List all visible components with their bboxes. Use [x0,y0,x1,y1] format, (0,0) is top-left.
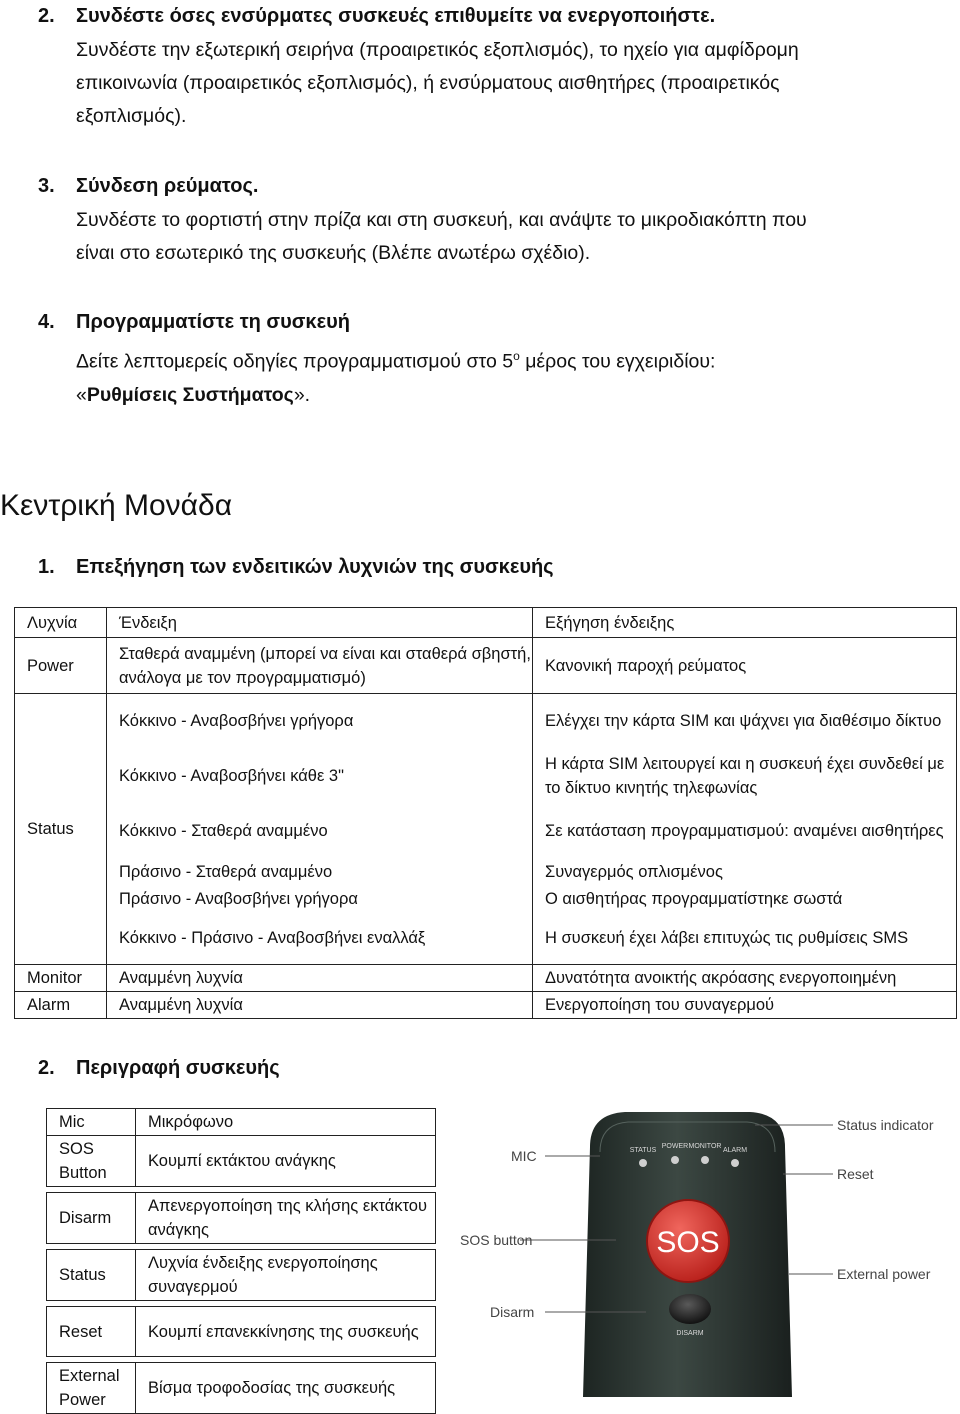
status-lamp-cell: Status [15,694,107,965]
table-row: Mic Μικρόφωνο [47,1109,436,1136]
table-row: Κόκκινο - Αναβοσβήνει κάθε 3" Η κάρτα SIM λειτουργεί και η συσκευή έχει συνδεθεί με το δίκτυο κινητής τηλεφωνίας [15,749,957,804]
table-row: Κόκκινο - Πράσινο - Αναβοσβήνει εναλλάξ Η συσκευή έχει λάβει επιτυχώς τις ρυθμίσεις SMS [15,913,957,965]
table-row: Κόκκινο - Σταθερά αναμμένο Σε κατάσταση προγραμματισμού: αναμένει αισθητήρες [15,804,957,858]
panel-label-alarm: ALARM [722,1147,748,1154]
led-table [14,607,957,1019]
header-lamp: Λυχνία [15,608,107,638]
callout-mic: MIC [511,1148,537,1164]
step-number: 3. [38,175,55,197]
disarm-button-label: DISARM [676,1330,704,1337]
subsection-title-leds: 1. Επεξήγηση των ενδειτικών λυχνιών της συσκευής [38,556,554,578]
manual-section-link: Ρυθμίσεις Συστήματος [86,383,294,406]
callout-reset: Reset [837,1166,874,1182]
device-illustration [450,1092,960,1397]
step-2 [38,4,938,133]
step-number: 2. [38,5,55,27]
table-row: Monitor Αναμμένη λυχνία Δυνατότητα ανοικτής ακρόασης ενεργοποιημένη [15,965,957,992]
panel-label-monitor: MONITOR [688,1143,722,1150]
step-body: Δείτε λεπτομερείς οδηγίες προγραμματισμού στο $5^o$ μέρος του εγχειριδίου: «Ρυθμίσεις Συστήματος». [76,349,716,406]
step-title: Συνδέστε όσες ενσύρματες συσκευές επιθυμείτε να ενεργοποιήστε. [76,5,716,27]
step-body: Συνδέστε την εξωτερική σειρήνα (προαιρετικός εξοπλισμός), το ηχείο για αμφίδρομη επικοινωνία (προαιρετικός εξοπλισμός), ή ενσύρματους αισθητήρες (προαιρετικός εξοπλισμός). [76,39,799,127]
table-row: Power Σταθερά αναμμένη (μπορεί να είναι και σταθερά σβηστή, ανάλογα με τον προγραμματισμό) Κανονική παροχή ρεύματος [15,638,957,694]
status-led [639,1159,647,1167]
callout-disarm: Disarm [490,1304,535,1320]
table-header-row [15,608,957,638]
table-row: Status Κόκκινο - Αναβοσβήνει γρήγορα Ελέγχει την κάρτα SIM και ψάχνει για διαθέσιμο δίκτυο [15,694,957,749]
power-led [671,1156,679,1164]
callout-status: Status indicator [837,1117,934,1133]
table-row: Alarm Αναμμένη λυχνία Ενεργοποίηση του συναγερμού [15,992,957,1019]
subsection-title-device: 2. Περιγραφή συσκευής [38,1057,280,1079]
parts-table [46,1108,436,1414]
step-title: Προγραμματίστε τη συσκευή [76,311,350,333]
panel-label-power: POWER [661,1143,689,1150]
table-row: Disarm Απενεργοποίηση της κλήσης εκτάκτου ανάγκης [47,1193,436,1244]
table-row: Πράσινο - Σταθερά αναμμένο Συναγερμός οπλισμένος [15,858,957,886]
sos-button-label: SOS [656,1226,720,1259]
section-title: Κεντρική Μονάδα [0,489,233,522]
step-number: 4. [38,311,55,333]
step-4 [38,310,938,412]
monitor-led [701,1156,709,1164]
header-indication: Ένδειξη [107,608,533,638]
table-row: Status Λυχνία ένδειξης ενεργοποίησης συναγερμού [47,1250,436,1301]
table-row: SOS Button Κουμπί εκτάκτου ανάγκης [47,1136,436,1187]
step-title: Σύνδεση ρεύματος. [76,175,259,197]
callout-external-power: External power [837,1266,931,1282]
callout-sos: SOS button [460,1232,533,1248]
table-row: External Power Βίσμα τροφοδοσίας της συσκευής [47,1363,436,1414]
panel-label-status: STATUS [629,1147,657,1154]
step-body: Συνδέστε το φορτιστή στην πρίζα και στη συσκευή, και ανάψτε το μικροδιακόπτη που είναι στο εσωτερικό της συσκευής (Βλέπε ανωτέρω σχέδιο). [76,209,807,264]
table-row: Πράσινο - Αναβοσβήνει γρήγορα Ο αισθητήρας προγραμματίστηκε σωστά [15,886,957,913]
table-row: Reset Κουμπί επανεκκίνησης της συσκευής [47,1307,436,1357]
header-explanation: Εξήγηση ένδειξης [533,608,957,638]
disarm-button[interactable] [669,1294,711,1324]
step-3 [38,174,938,270]
alarm-led [731,1159,739,1167]
